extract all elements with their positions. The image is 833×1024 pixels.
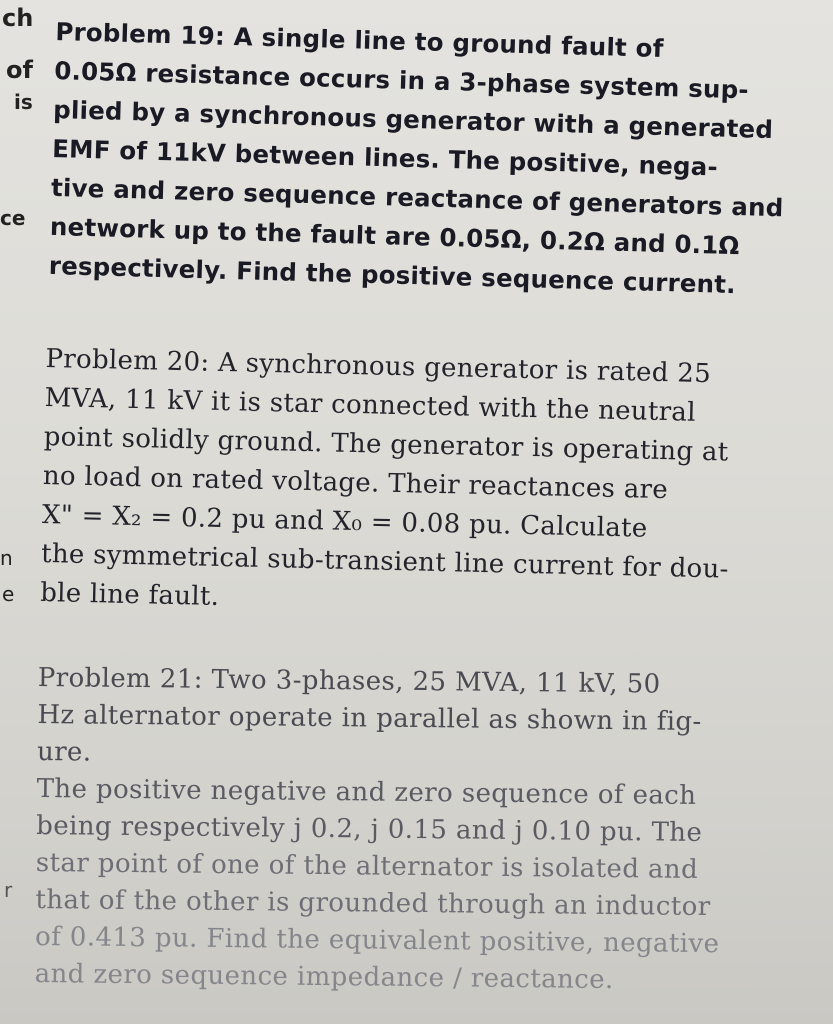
problem-21-line: star point of one of the alternator is isolated and bbox=[35, 847, 699, 885]
problem-21-line: being respectively j 0.2, j 0.15 and j 0.10 pu. The bbox=[36, 810, 703, 848]
problem-19-line: Problem 19: A single line to ground fault of bbox=[55, 16, 664, 63]
problem-19-line: plied by a synchronous generator with a generated bbox=[52, 94, 774, 145]
problem-20-line: Problem 20: A synchronous generator is rated 25 bbox=[45, 343, 712, 390]
problem-21-line: The positive negative and zero sequence of each bbox=[36, 773, 697, 811]
margin-fragment: e bbox=[2, 582, 15, 606]
margin-fragment: of bbox=[6, 56, 33, 84]
margin-fragment: is bbox=[14, 90, 33, 114]
problem-19 bbox=[48, 12, 784, 304]
problem-19-line: 0.05Ω resistance occurs in a 3-phase system sup- bbox=[53, 55, 750, 105]
problem-21-line: and zero sequence impedance / reactance. bbox=[34, 958, 614, 996]
problem-21-line: that of the other is grounded through an inductor bbox=[35, 884, 711, 923]
problem-20 bbox=[40, 340, 736, 629]
margin-fragment: n bbox=[0, 546, 13, 570]
problem-20-line: no load on rated voltage. Their reactances are bbox=[42, 460, 669, 506]
problem-21-line: ure. bbox=[36, 736, 92, 768]
margin-fragment: ch bbox=[2, 4, 34, 32]
problem-20-line: ble line fault. bbox=[39, 577, 220, 612]
problem-20-line: X" = X₂ = 0.2 pu and X₀ = 0.08 pu. Calculate bbox=[41, 499, 648, 544]
problem-19-line: tive and zero sequence reactance of generators and bbox=[50, 172, 784, 223]
problem-20-line: the symmetrical sub-transient line current for dou- bbox=[40, 538, 729, 585]
problem-20-line: point solidly ground. The generator is operating at bbox=[43, 421, 729, 468]
problem-19-line: network up to the fault are 0.05Ω, 0.2Ω and 0.1Ω bbox=[49, 211, 740, 261]
problem-21 bbox=[35, 660, 728, 1000]
margin-fragment: r bbox=[4, 878, 13, 902]
problem-20-line: MVA, 11 kV it is star connected with the neutral bbox=[44, 382, 697, 428]
problem-21-line: Problem 21: Two 3-phases, 25 MVA, 11 kV, 50 bbox=[37, 662, 661, 700]
problem-21-line: Hz alternator operate in parallel as shown in fig- bbox=[37, 699, 702, 737]
problem-19-line: EMF of 11kV between lines. The positive, nega- bbox=[51, 133, 719, 182]
margin-fragment: ce bbox=[0, 206, 26, 230]
problem-21-line: of 0.413 pu. Find the equivalent positive, negative bbox=[34, 921, 720, 960]
problem-19-line: respectively. Find the positive sequence current. bbox=[48, 250, 737, 300]
